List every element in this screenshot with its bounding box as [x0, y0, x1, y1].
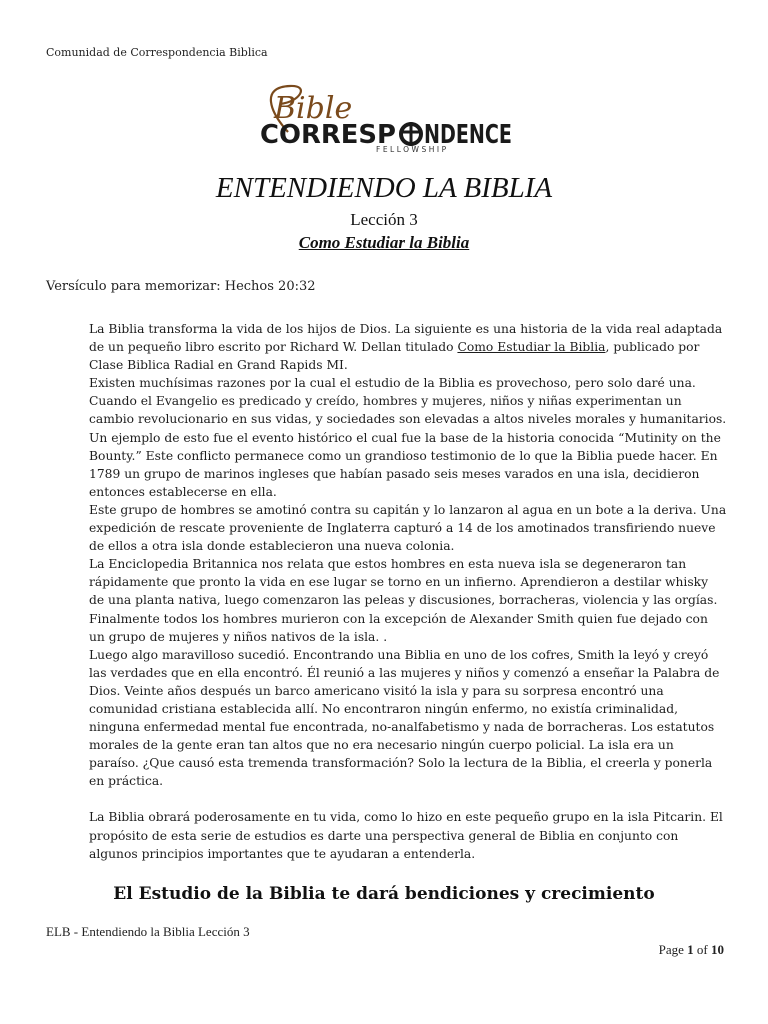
page-current: 1 [687, 942, 694, 957]
document-title: ENTENDIENDO LA BIBLIA [215, 172, 553, 204]
logo-main-word-left: CORRESP [260, 120, 396, 150]
logo-graphic [230, 82, 544, 168]
logo-main-word-right: NDENCE [424, 120, 512, 150]
logo-sub-word: FELLOWSHIP [376, 145, 449, 154]
paragraph-intro [89, 320, 727, 374]
book-title: Como Estudiar la Biblia [457, 340, 606, 355]
paragraph-britannica: La Enciclopedia Britannica nos relata que estos hombres en esta nueva isla se degeneraron tan rápidamente que pronto la vida en ese lugar se torno en un infierno. Aprendieron a destilar whisky de una planta nativa, luego comenzaron las peleas y discusiones, borracheras, violencia y las orgías. Finalmente todos los hombres murieron con la excepción de Alexander Smith quien fue dejado con un grupo de mujeres y niños nativos de la isla. . [89, 557, 718, 644]
paragraph-purpose: La Biblia obrará poderosamente en tu vida, como lo hizo en este pequeño grupo en la isla Pitcarin. El propósito de esta serie de estudios es darte una perspectiva general de Biblia en conjunto con algunos principios importantes que te ayudaran a entenderla. [89, 810, 723, 861]
paragraph-transformation: Luego algo maravilloso sucedió. Encontrando una Biblia en uno de los cofres, Smith la leyó y creyó las verdades que en ella encontró. Él reunió a las mujeres y niños y comenzó a enseñar la Palabra de Dios. Veinte años después un barco americano visitó la isla y para su sorpresa encontró una comunidad cristiana establecida allí. No encontraron ningún enfermo, no existía criminalidad, ninguna enfermedad mental fue encontrada, no-analfabetismo y nada de borracheras. Los estatutos morales de la gente eran tan altos que no era necesario ningún cuerpo policial. La isla era un paraíso. ¿Que causó esta tremenda transformación? Solo la lectura de la Biblia, el creerla y ponerla en práctica. [89, 647, 720, 789]
logo-script-word: Bible [274, 91, 353, 126]
bible-correspondence-logo [230, 82, 544, 168]
page-total: 10 [711, 942, 724, 957]
header-organization: Comunidad de Correspondencia Biblica [46, 46, 268, 59]
paragraph-mutiny: Este grupo de hombres se amotinó contra su capitán y lo lanzaron al agua en un bote a la deriva. Una expedición de rescate proveniente de Inglaterra capturó a 14 de los amotinados transfiriendo nueve de ellos a otra isla donde establecieron una nueva colonia. [89, 502, 727, 554]
body-text [89, 320, 727, 863]
memory-verse: Versículo para memorizar: Hechos 20:32 [46, 279, 316, 294]
page-number [659, 942, 724, 958]
paragraph-reasons: Existen muchísimas razones por la cual el estudio de la Biblia es provechoso, pero solo daré una. Cuando el Evangelio es predicado y creído, hombres y mujeres, niños y niñas experimentan un cambio revolucionario en sus vidas, y sociedades son elevadas a altos niveles morales y humanitarios. Un ejemplo de esto fue el evento histórico el cual fue la base de la historia conocida “Mutinity on the Bounty.” Este conflicto permanece como un grandioso testimonio de lo que la Biblia puede hacer. En 1789 un grupo de marinos ingleses que habían pasado seis meses varados en una isla, decidieron entonces establecerse en ella. [89, 376, 727, 499]
lesson-subtitle: Como Estudiar la Biblia [298, 233, 470, 252]
page-prefix: Page [658, 942, 688, 957]
footer-note: ELB - Entendiendo la Biblia Lección 3 [46, 924, 250, 939]
lesson-number: Lección 3 [350, 210, 418, 229]
paragraph-intro-start: La Biblia transforma la vida de los hijos de Dios. La siguiente es una historia de la vida real adaptada de un pequeño libro escrito por Richard W. Dellan titulado [89, 322, 723, 355]
paragraph-intro-end: , publicado por Clase Biblica Radial en Grand Rapids MI. [89, 340, 700, 373]
page-of: of [693, 942, 711, 957]
section-heading: El Estudio de la Biblia te dará bendiciones y crecimiento [113, 884, 655, 904]
